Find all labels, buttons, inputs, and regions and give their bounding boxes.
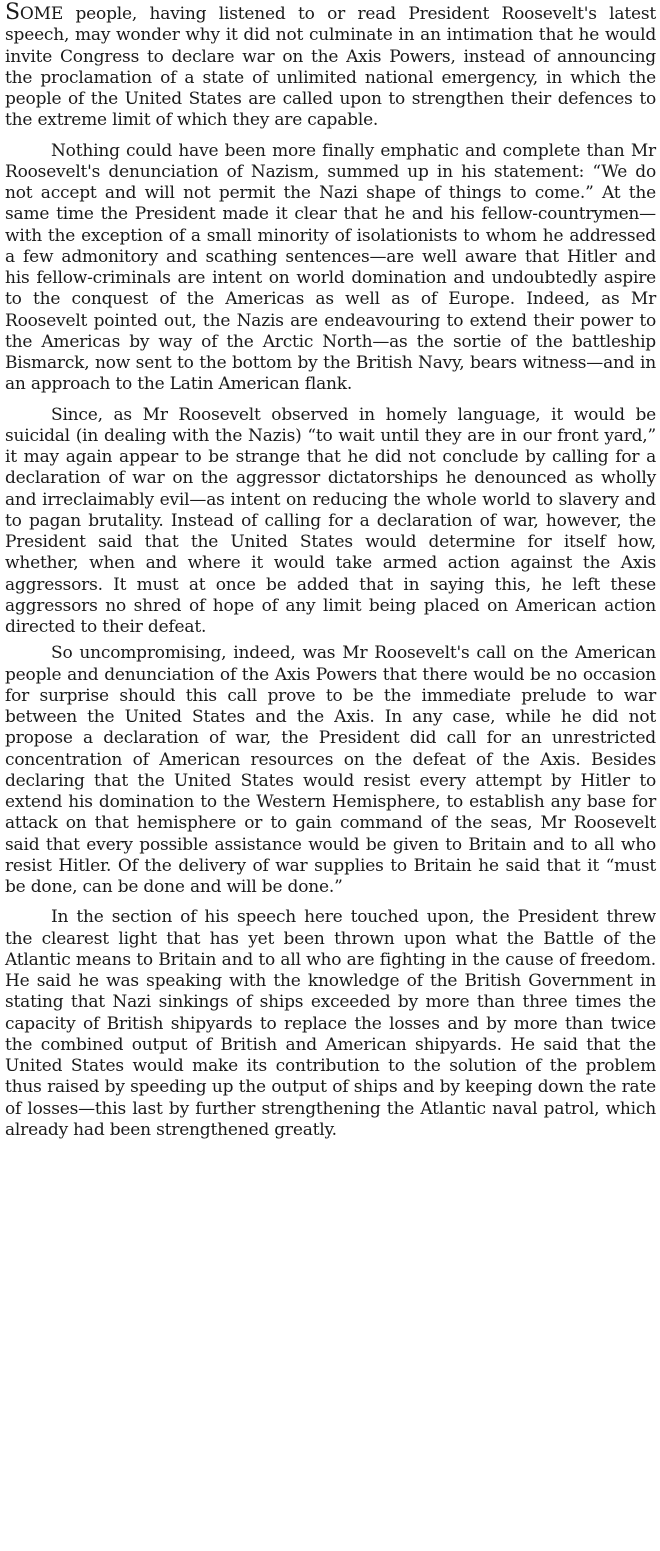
- paragraph-lead-letter: S: [5, 0, 20, 25]
- article-paragraph-3: Since, as Mr Roosevelt observed in homely language, it would be suicidal (in dealing with the Nazis) “to wait until they are in our front yard,” it may again appear to be strange that he did not conclude by calling for a declaration of war on the aggressor dictatorships he denounced as wholly and irreclaimably evil—as intent on reducing the whole world to slavery and to pagan brutality. Instead of calling for a declaration of war, however, the President said that the United States would determine for itself how, whether, when and where it would take armed action against the Axis aggressors. It must at once be added that in saying this, he left these aggressors no shred of hope of any limit being placed on American action directed to their defeat.: [5, 404, 656, 637]
- article-paragraph-4: So uncompromising, indeed, was Mr Roosevelt's call on the American people and denunciation of the Axis Powers that there would be no occasion for surprise should this call prove to be the immediate prelude to war between the United States and the Axis. In any case, while he did not propose a declaration of war, the President did call for an unrestricted concentration of American resources on the defeat of the Axis. Besides declaring that the United States would resist every attempt by Hitler to extend his domination to the Western Hemisphere, to establish any base for attack on that hemisphere or to gain command of the seas, Mr Roosevelt said that every possible assistance would be given to Britain and to all who resist Hitler. Of the delivery of war supplies to Britain he said that it “must be done, can be done and will be done.”: [5, 643, 656, 897]
- paragraph-spacer: [5, 396, 656, 405]
- paragraph-text: OME people, having listened to or read President Roosevelt's latest speech, may wonder why it did not culminate in an intimation that he would invite Congress to declare war on the Axis Powers, instead of announcing the proclamation of a state of unlimited national emergency, in which the people of the United States are called upon to strengthen their defences to the extreme limit of which they are capable.: [5, 4, 656, 131]
- article-paragraph-5: In the section of his speech here touched upon, the President threw the clearest light that has yet been thrown upon what the Battle of the Atlantic means to Britain and to all who are fighting in the cause of freedom. He said he was speaking with the knowledge of the British Government in stating that Nazi sinkings of ships exceeded by more than three times the capacity of British shipyards to replace the losses and by more than twice the combined output of British and American shipyards. He said that the United States would make its contribution to the solution of the problem thus raised by speeding up the output of ships and by keeping down the rate of losses—this last by further strengthening the Atlantic naval patrol, which already had been strengthened greatly.: [5, 907, 656, 1140]
- paragraph-spacer: [5, 898, 656, 907]
- article-paragraph-1: [5, 2, 656, 132]
- paragraph-spacer: [5, 132, 656, 141]
- article-paragraph-2: Nothing could have been more finally emphatic and complete than Mr Roosevelt's denunciation of Nazism, summed up in his statement: “We do not accept and will not permit the Nazi shape of things to come.” At the same time the President made it clear that he and his fellow-countrymen—with the exception of a small minority of isolationists to whom he addressed a few admonitory and scathing sentences—are well aware that Hitler and his fellow-criminals are intent on world domination and undoubtedly aspire to the conquest of the Americas as well as of Europe. Indeed, as Mr Roosevelt pointed out, the Nazis are endeavouring to extend their power to the Americas by way of the Arctic North—as the sortie of the battleship Bismarck, now sent to the bottom by the British Navy, bears witness—and in an approach to the Latin American flank.: [5, 140, 656, 395]
